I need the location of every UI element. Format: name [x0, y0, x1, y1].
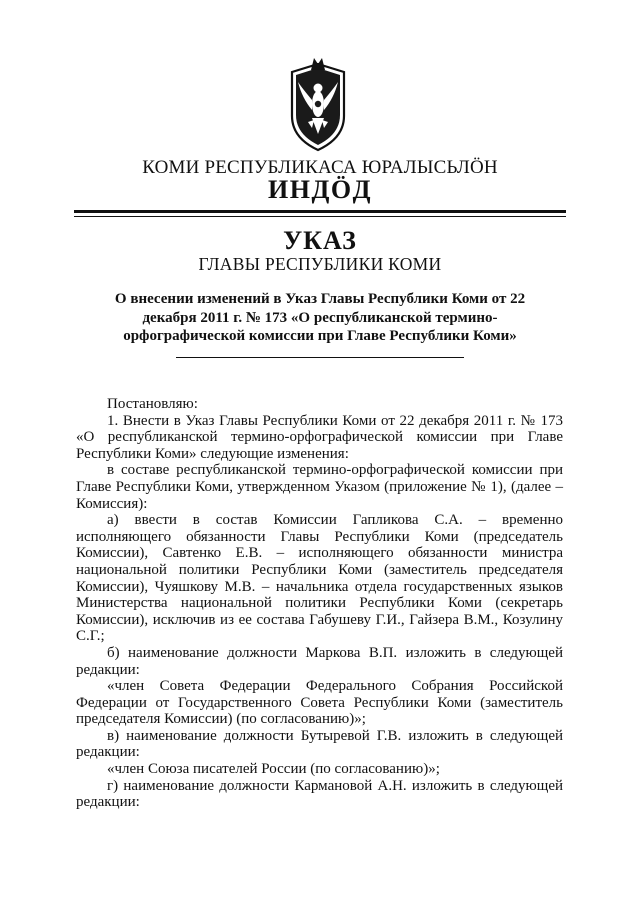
- decree-header-komi: ИНДӦД: [268, 175, 372, 204]
- paragraph: 1. Внести в Указ Главы Республики Коми от 22 декабря 2011 г. № 173 «О республиканской термино-орфографической комиссии при Главе Республики Коми» следующие изменения:: [76, 412, 563, 462]
- coat-of-arms-icon: [278, 54, 358, 154]
- paragraph: в) наименование должности Бутыревой Г.В. изложить в следующей редакции:: [76, 727, 563, 761]
- document-subject: О внесении изменений в Указ Главы Республики Коми от 22 декабря 2011 г. № 173 «О республиканской термино-орфографической комиссии при Главе Республики Коми»: [114, 291, 526, 344]
- paragraph: «член Совета Федерации Федерального Собрания Российской Федерации от Государственного Совета Республики Коми (заместитель председателя Комиссии) (по согласованию)»;: [76, 678, 563, 728]
- paragraph: г) наименование должности Кармановой А.Н. изложить в следующей редакции:: [76, 777, 563, 811]
- republic-header: КОМИ РЕСПУБЛИКАСА ЮРАЛЫСЬЛӦН: [142, 157, 498, 178]
- document-title: УКАЗ: [283, 226, 357, 255]
- paragraph: а) ввести в состав Комиссии Гапликова С.А. – временно исполняющего обязанности Главы Республики Коми (председатель Комиссии), Савтенко Е.В. – исполняющего обязанности министра национальной политики Республики Коми (заместитель председателя Комиссии), Чуяшкову М.В. – начальника отдела государственных языков Министерства национальной политики Республики Коми (секретарь Комиссии), исключив из ее состава Габушеву Г.И., Гайзера В.М., Козулину С.Г.;: [76, 512, 563, 645]
- document-body: [76, 396, 563, 811]
- header-divider-thick: [74, 210, 566, 213]
- header-divider-thin: [74, 216, 566, 217]
- subject-underline: [176, 357, 464, 358]
- paragraph: «член Союза писателей России (по согласованию)»;: [107, 761, 440, 778]
- paragraph: б) наименование должности Маркова В.П. изложить в следующей редакции:: [76, 644, 563, 678]
- paragraph: Постановляю:: [107, 396, 198, 412]
- document-authority: ГЛАВЫ РЕСПУБЛИКИ КОМИ: [198, 254, 442, 274]
- paragraph: в составе республиканской термино-орфографической комиссии при Главе Республики Коми, утвержденном Указом (приложение № 1), (далее – Комиссия):: [76, 462, 563, 512]
